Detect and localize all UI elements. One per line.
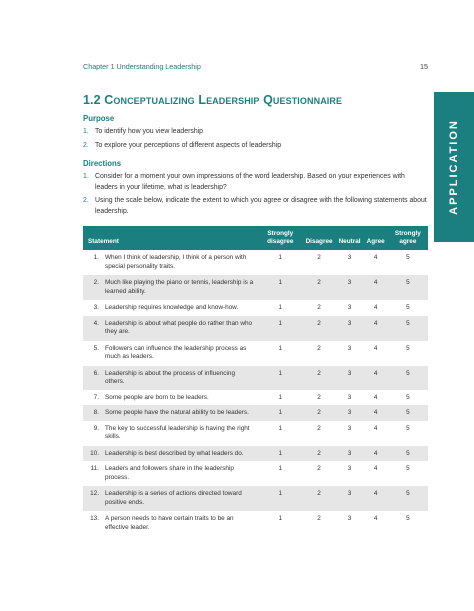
scale-option-strongly-disagree[interactable]: 1	[278, 393, 283, 401]
row-statement: Leaders and followers share in the leadership process.	[105, 465, 234, 481]
scale-option-disagree[interactable]: 2	[317, 449, 321, 457]
item-number: 1.	[83, 173, 89, 180]
row-statement: Followers can influence the leadership process as much as leaders.	[105, 344, 247, 360]
row-number: 1.	[93, 254, 99, 261]
row-statement: Leadership is best described by what leaders do.	[105, 449, 244, 457]
scale-option-disagree[interactable]: 2	[317, 319, 321, 327]
scale-option-strongly-disagree[interactable]: 1	[278, 369, 283, 377]
scale-option-agree[interactable]: 4	[373, 424, 378, 432]
scale-option-disagree[interactable]: 2	[317, 490, 321, 497]
table-row	[83, 275, 428, 300]
table-row	[83, 250, 428, 275]
row-statement: Some people have the natural ability to be leaders.	[105, 409, 249, 416]
table-row	[83, 300, 428, 316]
scale-option-disagree[interactable]: 2	[317, 369, 321, 377]
scale-option-disagree[interactable]: 2	[317, 515, 321, 522]
header-strongly-agree: Strongly agree	[394, 230, 421, 245]
row-statement: Much like playing the piano or tennis, leadership is a learned ability.	[105, 279, 254, 295]
scale-option-strongly-disagree[interactable]: 1	[278, 449, 283, 457]
scale-option-neutral[interactable]: 3	[347, 449, 352, 457]
scale-option-strongly-disagree[interactable]: 1	[278, 409, 283, 416]
scale-option-strongly-agree[interactable]: 5	[406, 319, 410, 327]
side-tab	[434, 92, 474, 242]
scale-option-strongly-disagree[interactable]: 1	[278, 465, 283, 472]
scale-option-strongly-disagree[interactable]: 1	[278, 424, 283, 432]
scale-option-strongly-disagree[interactable]: 1	[278, 304, 283, 311]
scale-option-disagree[interactable]: 2	[317, 279, 321, 286]
scale-option-disagree[interactable]: 2	[317, 304, 321, 311]
item-number: 2.	[83, 142, 89, 149]
scale-option-agree[interactable]: 4	[373, 344, 378, 352]
row-number: 3.	[93, 304, 99, 311]
header-disagree: Disagree	[305, 238, 333, 245]
header-strongly-disagree: Strongly disagree	[267, 230, 294, 245]
purpose-heading: Purpose	[83, 114, 115, 123]
row-statement: The key to successful leadership is having the right skills.	[105, 424, 250, 440]
scale-option-strongly-agree[interactable]: 5	[406, 254, 410, 261]
table-header-row	[83, 226, 428, 250]
chapter-label: Chapter 1 Understanding Leadership	[83, 62, 201, 71]
scale-option-agree[interactable]: 4	[373, 279, 378, 286]
scale-option-agree[interactable]: 4	[373, 490, 378, 497]
scale-option-neutral[interactable]: 3	[347, 344, 352, 352]
row-number: 10.	[90, 449, 99, 457]
scale-option-neutral[interactable]: 3	[347, 254, 352, 261]
table-row	[83, 390, 428, 406]
scale-option-disagree[interactable]: 2	[317, 465, 321, 472]
item-text: Consider for a moment your own impressions of the word leadership. Based on your experiences with leaders in your lifetime, what is leadership?	[95, 173, 405, 191]
row-statement: A person needs to have certain traits to be an effective leader.	[105, 515, 234, 531]
scale-option-strongly-disagree[interactable]: 1	[278, 490, 283, 497]
row-statement: Leadership is a series of actions directed toward positive ends.	[105, 490, 242, 506]
scale-option-disagree[interactable]: 2	[317, 344, 321, 352]
scale-option-disagree[interactable]: 2	[317, 254, 321, 261]
table-row	[83, 511, 428, 536]
scale-option-strongly-disagree[interactable]: 1	[278, 254, 283, 261]
scale-option-agree[interactable]: 4	[373, 319, 378, 327]
scale-option-strongly-agree[interactable]: 5	[406, 344, 410, 352]
header-statement: Statement	[88, 238, 119, 245]
item-number: 1.	[83, 128, 89, 135]
scale-option-strongly-disagree[interactable]: 1	[278, 515, 283, 522]
table-row	[83, 366, 428, 390]
page-number: 15	[420, 62, 428, 71]
scale-option-neutral[interactable]: 3	[347, 424, 352, 432]
row-statement: When I think of leadership, I think of a person with special personality traits.	[105, 254, 247, 270]
page-title: 1.2 Conceptualizing Leadership Questionnaire	[83, 93, 343, 107]
scale-option-strongly-agree[interactable]: 5	[406, 409, 410, 416]
row-number: 12.	[90, 490, 99, 497]
scale-option-strongly-agree[interactable]: 5	[406, 490, 410, 497]
row-number: 8.	[93, 409, 99, 416]
row-number: 5.	[93, 344, 99, 352]
scale-option-strongly-agree[interactable]: 5	[406, 465, 410, 472]
header-agree: Agree	[366, 238, 385, 245]
side-tab-label: APPLICATION	[448, 119, 460, 215]
row-statement: Leadership is about the process of influencing others.	[105, 369, 236, 385]
row-statement: Leadership requires knowledge and know-how.	[105, 304, 239, 311]
table-row	[83, 486, 428, 511]
scale-option-strongly-agree[interactable]: 5	[406, 304, 410, 311]
scale-option-agree[interactable]: 4	[373, 409, 378, 416]
running-head	[83, 62, 428, 74]
table-row	[83, 341, 428, 366]
scale-option-neutral[interactable]: 3	[347, 490, 352, 497]
item-text: To identify how you view leadership	[95, 128, 204, 135]
scale-option-strongly-disagree[interactable]: 1	[278, 344, 283, 352]
questionnaire-table	[83, 226, 428, 536]
scale-option-neutral[interactable]: 3	[347, 409, 352, 416]
row-number: 7.	[93, 393, 99, 401]
table-row	[83, 446, 428, 462]
scale-option-neutral[interactable]: 3	[347, 304, 352, 311]
scale-option-strongly-agree[interactable]: 5	[406, 515, 410, 522]
row-number: 4.	[93, 319, 99, 327]
scale-option-strongly-agree[interactable]: 5	[406, 369, 410, 377]
table-row	[83, 405, 428, 421]
scale-option-neutral[interactable]: 3	[347, 393, 352, 401]
scale-option-neutral[interactable]: 3	[347, 515, 352, 522]
scale-option-agree[interactable]: 4	[373, 254, 378, 261]
scale-option-neutral[interactable]: 3	[347, 279, 352, 286]
scale-option-neutral[interactable]: 3	[347, 369, 352, 377]
row-number: 11.	[90, 465, 99, 472]
item-number: 2.	[83, 197, 89, 204]
row-statement: Leadership is about what people do rather than who they are.	[105, 319, 253, 335]
scale-option-disagree[interactable]: 2	[317, 424, 321, 432]
scale-option-agree[interactable]: 4	[373, 515, 378, 522]
row-number: 6.	[93, 369, 99, 377]
scale-option-agree[interactable]: 4	[373, 304, 378, 311]
row-number: 9.	[93, 424, 99, 432]
header-neutral: Neutral	[338, 238, 361, 245]
directions-heading: Directions	[83, 159, 122, 168]
item-text: Using the scale below, indicate the extent to which you agree or disagree with the following statements about leadership.	[95, 197, 427, 215]
scale-option-agree[interactable]: 4	[373, 393, 378, 401]
table-row	[83, 421, 428, 446]
scale-option-agree[interactable]: 4	[373, 449, 378, 457]
scale-option-disagree[interactable]: 2	[317, 393, 321, 401]
scale-option-neutral[interactable]: 3	[347, 465, 352, 472]
scale-option-agree[interactable]: 4	[373, 369, 378, 377]
row-number: 2.	[93, 279, 99, 286]
item-text: To explore your perceptions of different aspects of leadership	[95, 142, 282, 149]
row-statement: Some people are born to be leaders.	[105, 393, 209, 401]
scale-option-agree[interactable]: 4	[373, 465, 378, 472]
scale-option-neutral[interactable]: 3	[347, 319, 352, 327]
row-number: 13.	[90, 515, 99, 522]
scale-option-strongly-disagree[interactable]: 1	[278, 319, 283, 327]
table-row	[83, 316, 428, 341]
table-row	[83, 461, 428, 486]
scale-option-strongly-agree[interactable]: 5	[406, 393, 410, 401]
scale-option-disagree[interactable]: 2	[317, 409, 321, 416]
scale-option-strongly-agree[interactable]: 5	[406, 424, 410, 432]
scale-option-strongly-agree[interactable]: 5	[406, 449, 410, 457]
scale-option-strongly-disagree[interactable]: 1	[278, 279, 283, 286]
scale-option-strongly-agree[interactable]: 5	[406, 279, 410, 286]
